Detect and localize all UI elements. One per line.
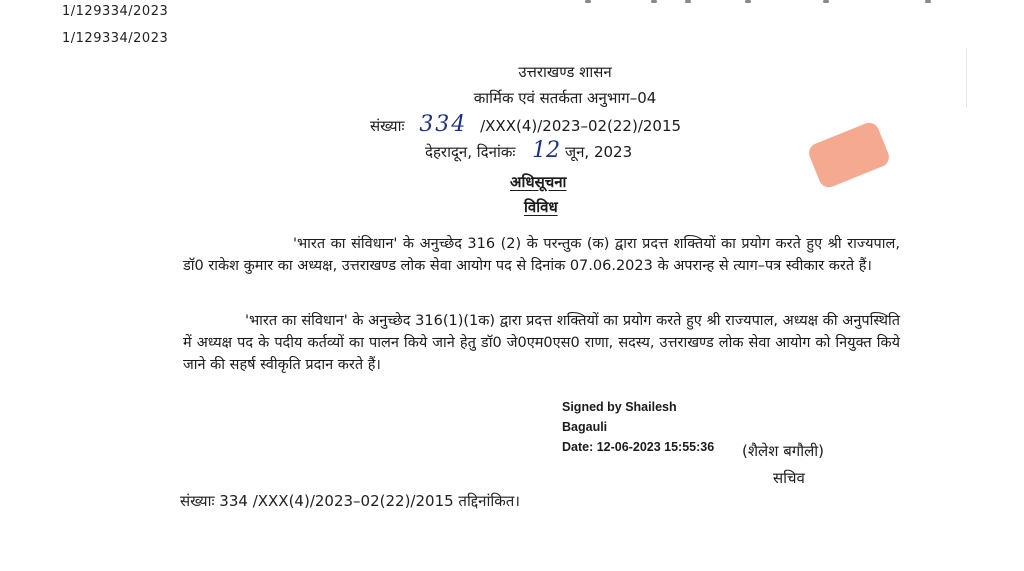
miscellaneous-title: विविध <box>524 198 558 216</box>
cutoff-reference-line: संख्याः 334 /XXX(4)/2023–02(22)/2015 तद्दिनांकित। <box>180 492 520 510</box>
digital-signature-date: Date: 12-06-2023 15:55:36 <box>562 440 715 454</box>
notification-title: अधिसूचना <box>510 173 567 191</box>
handwritten-date: 12 <box>532 138 561 163</box>
handwritten-number: 334 <box>419 112 468 137</box>
digital-signature-name: Signed by Shailesh <box>562 400 677 414</box>
reference-number-2: 1/129334/2023 <box>62 31 169 46</box>
scan-edge-line <box>966 48 967 108</box>
digital-signature-surname: Bagauli <box>562 420 608 434</box>
signatory-name: (शैलेश बगौली) <box>742 442 824 460</box>
paragraph-1: 'भारत का संविधान' के अनुच्छेद 316 (2) के परन्तुक (क) द्वारा प्रदत्त शक्तियों का प्रयोग करते हुए श्री राज्यपाल, डॉ0 राकेश कुमार का अध्यक्ष, उत्तराखण्ड लोक सेवा आयोग पद से दिनांक 07.06.2023 के अपरान्ह से त्याग–पत्र स्वीकार करते हैं। <box>183 236 900 274</box>
place-date-line <box>425 138 632 163</box>
government-title: उत्तराखण्ड शासन <box>518 63 612 81</box>
stamp-mark <box>806 120 892 190</box>
date-suffix: जून, 2023 <box>564 143 633 161</box>
letter-number-line <box>370 112 681 137</box>
signatory-designation: सचिव <box>773 469 805 487</box>
number-label: संख्याः <box>370 117 405 135</box>
paragraph-2: 'भारत का संविधान' के अनुच्छेद 316(1)(1क) द्वारा प्रदत्त शक्तियों का प्रयोग करते हुए श्री राज्यपाल, अध्यक्ष की अनुपस्थिति में अध्यक्ष पद के पदीय कर्तव्यों का पालन किये जाने हेतु डॉ0 जे0एम0एस0 राणा, सदस्य, उत्तराखण्ड लोक सेवा आयोग को नियुक्त किये जाने की सहर्ष स्वीकृति प्रदान करते हैं। <box>183 313 900 373</box>
reference-number-1: 1/129334/2023 <box>62 4 169 19</box>
department-title: कार्मिक एवं सतर्कता अनुभाग–04 <box>473 89 657 107</box>
number-suffix: /XXX(4)/2023–02(22)/2015 <box>480 117 682 135</box>
place-date-label: देहरादून, दिनांकः <box>425 143 516 161</box>
top-edge-marks <box>585 0 945 6</box>
